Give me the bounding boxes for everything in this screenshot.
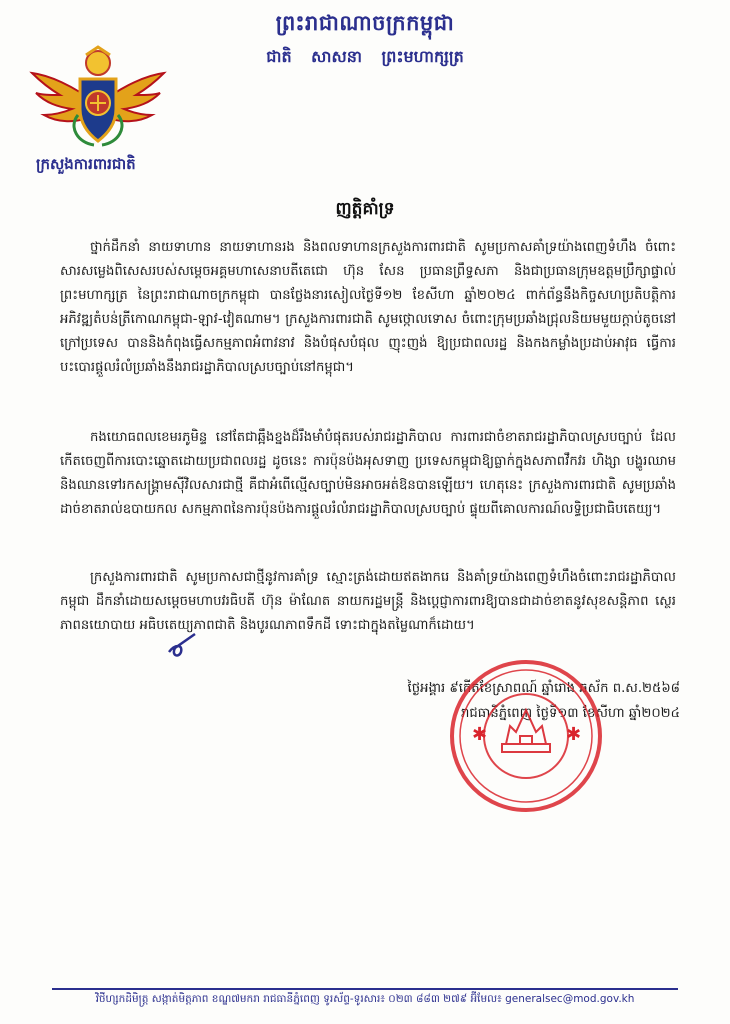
signature-mark-icon [165,630,205,660]
paragraph-2 [60,426,676,522]
footer-divider [52,988,678,990]
footer-address: វិថីហ្សកដិមិត្ត្រ សង្កាត់មិត្តភាព ខណ្ឌ៧មករា រាជធានីភ្នំពេញ ទូរស័ព្ទ-ទូរសារ៖ ០២៣ ៨៨៣ ២៧៩ អ៊ីមែល៖ generalsec@mod.gov.kh [95,993,635,1005]
svg-text:✱: ✱ [566,724,582,745]
date-lunar: ថ្ងៃអង្គារ ៩កើតខែស្រាពណ៍ ឆ្នាំរោង ឆស័ក ព.ស.២៥៦៨ [407,681,680,696]
ministry-emblem-icon [28,45,168,150]
paragraph-1-text: ថ្នាក់ដឹកនាំ នាយទាហាន នាយទាហានរង និងពលទាហានក្រសួងការពារជាតិ សូមប្រកាសគាំទ្រយ៉ាងពេញទំហឹង ចំពោះសារសម្លេងពិសេសរបស់សម្តេចអគ្គមហាសេនាបតីតេជោ ហ៊ុន សែន ប្រធានព្រឹទ្ធសភា និងជាប្រធានក្រុមឧត្តមប្រឹក្សាផ្ទាល់ព្រះមហាក្សត្រ នៃព្រះរាជាណាចក្រកម្ពុជា បានថ្លែងនារសៀលថ្ងៃទី១២ ខែសីហា ឆ្នាំ២០២៤ ពាក់ព័ន្ធនឹងកិច្ចសហប្រតិបត្តិការអភិវឌ្ឍតំបន់ត្រីកោណកម្ពុជា-ឡាវ-វៀតណាម។ ក្រសួងការពារជាតិ សូមថ្កោលទោស ចំពោះក្រុមប្រឆាំងជ្រុលនិយមមួយក្តាប់តូចនៅក្រៅប្រទេស បាននិងកំពុងធ្វើសកម្មភាពអំពាវនាវ និងបំផុសបំផុល ញុះញង់ ឱ្យប្រជាពលរដ្ឋ និងកងកម្លាំងប្រដាប់អាវុធ ធ្វើការបះបោរផ្តួលរំលំប្រឆាំងនឹងរាជរដ្ឋាភិបាលស្របច្បាប់នៅកម្ពុជា។ [60,240,676,375]
paragraph-1 [60,236,676,380]
paragraph-3 [60,566,676,638]
svg-text:✱: ✱ [472,724,488,745]
ministry-name: ក្រសួងការពារជាតិ [36,155,136,173]
national-motto: ជាតិ សាសនា ព្រះមហាក្សត្រ [266,47,464,66]
paragraph-2-text: កងយោធពលខេមរភូមិន្ទ នៅតែជាឆ្អឹងខ្នងដ៏រឹងមាំបំផុតរបស់រាជរដ្ឋាភិបាល ការពារជាចំខាតរាជរដ្ឋាភិបាលស្របច្បាប់ ដែលកើតចេញពីការបោះឆ្នោតដោយប្រជាពលរដ្ឋ ដូចនេះ ការប៉ុនប៉ងអុសទាញ ប្រទេសកម្ពុជាឱ្យធ្លាក់ក្នុងសភាពវឹកវរ ហិង្សា បង្ហូរឈាម និងឈានទៅរកសង្គ្រាមស៊ីវិលសារជាថ្មី គឺជាអំពើល្មើសច្បាប់មិនអាចអត់ឱនបានឡើយ។ ហេតុនេះ ក្រសួងការពារជាតិ សូមប្រឆាំងដាច់ខាតរាល់ឧបាយកល សកម្មភាពនៃការប៉ុនប៉ងការផ្តួលរំលំរាជរដ្ឋាភិបាលស្របច្បាប់ ផ្ទុយពីគោលការណ៍លទ្ធិប្រជាធិបតេយ្យ។ [60,430,676,517]
official-stamp-icon [446,656,606,816]
kingdom-header: ព្រះរាជាណាចក្រកម្ពុជា [275,11,455,35]
date-solar: រាជធានីភ្នំពេញ ថ្ងៃទី១៣ ខែសីហា ឆ្នាំ២០២៤ [461,706,680,721]
paragraph-3-text: ក្រសួងការពារជាតិ សូមប្រកាសជាថ្មីនូវការគាំទ្រ ស្មោះត្រង់ដោយឥតងាករេ និងគាំទ្រយ៉ាងពេញទំហឹងចំពោះរាជរដ្ឋាភិបាលកម្ពុជា ដឹកនាំដោយសម្តេចមហាបវរធិបតី ហ៊ុន ម៉ាណែត នាយករដ្ឋមន្ត្រី និងប្តេជ្ញាការពារឱ្យបានជាដាច់ខាតនូវសុខសន្តិភាព ស្ថេរភាពនយោបាយ អធិបតេយ្យភាពជាតិ និងបូរណភាពទឹកដី ទោះជាក្នុងតម្លៃណាក៏ដោយ។ [60,570,676,633]
document-title: ញត្តិគាំទ្រ [335,199,395,219]
